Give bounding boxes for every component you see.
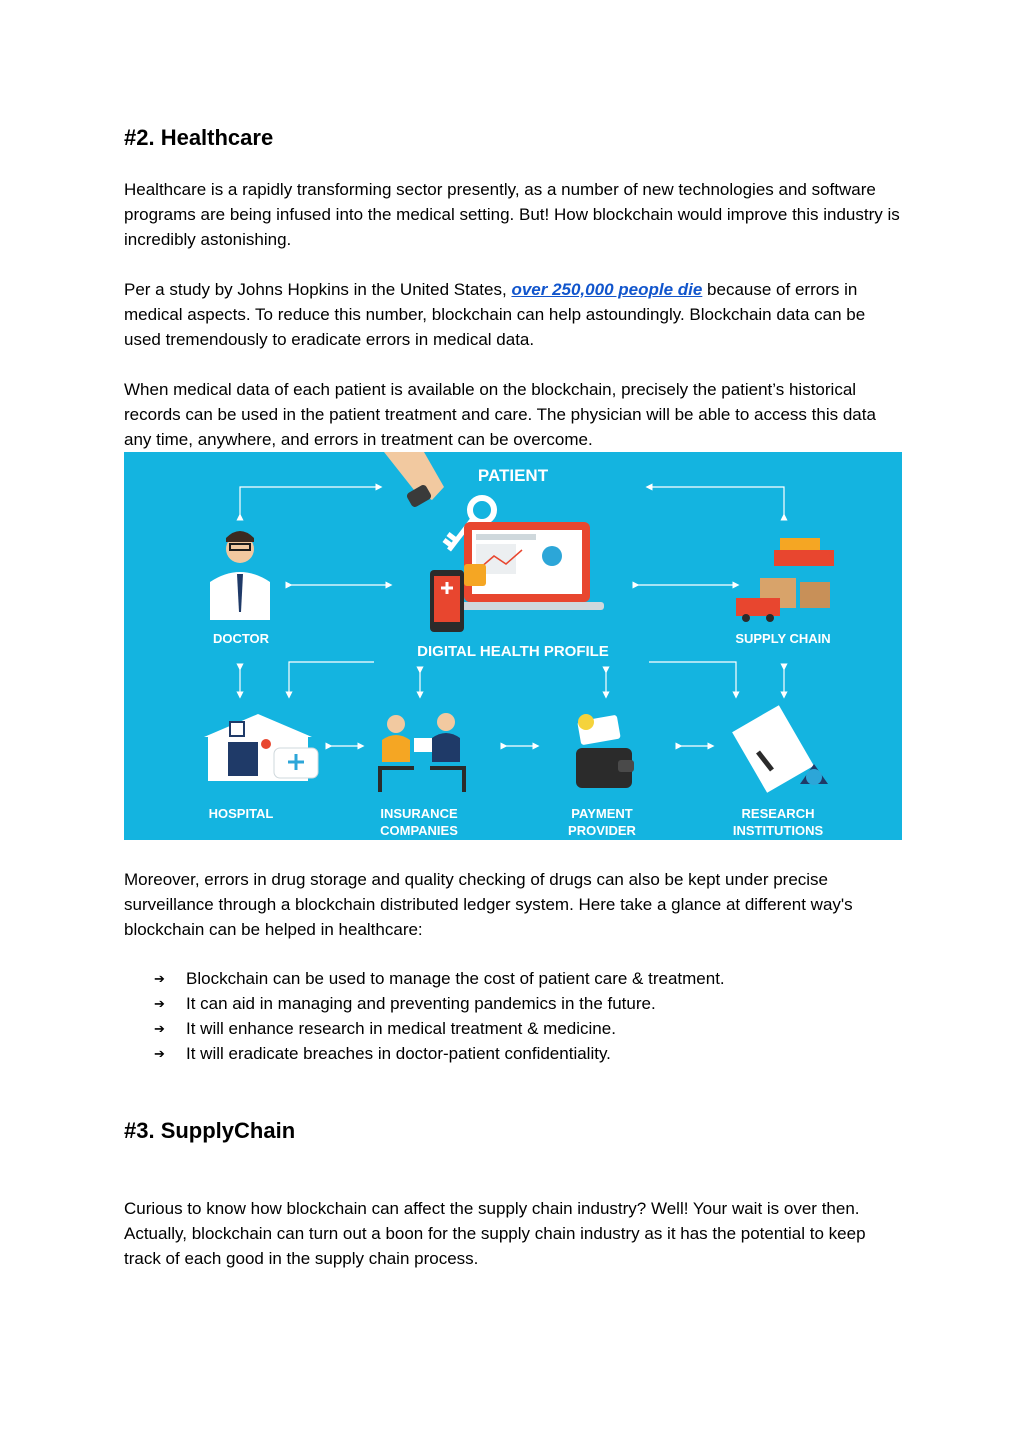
list-item: [154, 1041, 725, 1066]
healthcare-paragraph-4: Moreover, errors in drug storage and quality checking of drugs can also be kept under precise surveillance through a blockchain distributed ledger system. Here take a glance at different way's blockchain can be helped in healthcare:: [124, 870, 853, 939]
label-insurance-line1: INSURANCE: [380, 806, 458, 821]
paragraph-text: because of errors in medical aspects. To reduce this number, blockchain can help astoundingly. Blockchain data can be used tremendously to eradicate errors in medical data.: [124, 280, 866, 349]
list-item-text: It can aid in managing and preventing pandemics in the future.: [186, 994, 656, 1013]
healthcare-paragraph-3: When medical data of each patient is available on the blockchain, precisely the patient’s historical records can be used in the patient treatment and care. The physician will be able to access this data any time, anywhere, and errors in treatment can be overcome.: [124, 380, 876, 449]
label-payment-line1: PAYMENT: [571, 806, 633, 821]
section-heading-supply-chain: #3. SupplyChain: [124, 1118, 296, 1143]
digital-health-profile-diagram: [124, 452, 902, 840]
supply-chain-paragraph-1: Curious to know how blockchain can affect the supply chain industry? Well! Your wait is over then. Actually, blockchain can turn out a boon for the supply chain industry as it has the potential to keep track of each good in the supply chain process.: [124, 1199, 866, 1268]
label-supply-chain: SUPPLY CHAIN: [735, 631, 831, 646]
label-research-line1: RESEARCH: [741, 806, 815, 821]
label-digital-health-profile: DIGITAL HEALTH PROFILE: [417, 643, 609, 660]
diagram-svg: [124, 452, 902, 840]
list-item: [154, 1016, 725, 1041]
arrow-bullet-icon: ➔: [154, 996, 165, 1011]
arrow-bullet-icon: ➔: [154, 1021, 165, 1036]
healthcare-paragraph-2: [124, 277, 904, 352]
label-insurance-line2: COMPANIES: [380, 823, 458, 838]
section-heading-healthcare: #2. Healthcare: [124, 125, 274, 150]
arrow-bullet-icon: ➔: [154, 971, 165, 986]
arrow-bullet-icon: ➔: [154, 1046, 165, 1061]
healthcare-benefits-list: [154, 966, 725, 1066]
label-doctor: DOCTOR: [212, 631, 270, 646]
laptop-icon: [450, 522, 604, 610]
list-item-text: Blockchain can be used to manage the cost of patient care & treatment.: [186, 969, 725, 988]
paragraph-text: Per a study by Johns Hopkins in the United States,: [124, 280, 512, 299]
list-item: [154, 966, 725, 991]
label-payment-line2: PROVIDER: [568, 823, 636, 838]
list-item-text: It will enhance research in medical treatment & medicine.: [186, 1019, 616, 1038]
list-item: [154, 991, 725, 1016]
phone-icon: [430, 570, 464, 632]
label-research-line2: INSTITUTIONS: [732, 823, 824, 838]
johns-hopkins-study-link[interactable]: over 250,000 people die: [511, 280, 703, 299]
healthcare-paragraph-1: Healthcare is a rapidly transforming sector presently, as a number of new technologies and software programs are being infused into the medical setting. But! How blockchain would improve this industry is incredibly astonishing.: [124, 180, 900, 249]
label-patient: PATIENT: [477, 466, 549, 485]
list-item-text: It will eradicate breaches in doctor-patient confidentiality.: [186, 1044, 611, 1063]
label-hospital: HOSPITAL: [208, 806, 274, 821]
